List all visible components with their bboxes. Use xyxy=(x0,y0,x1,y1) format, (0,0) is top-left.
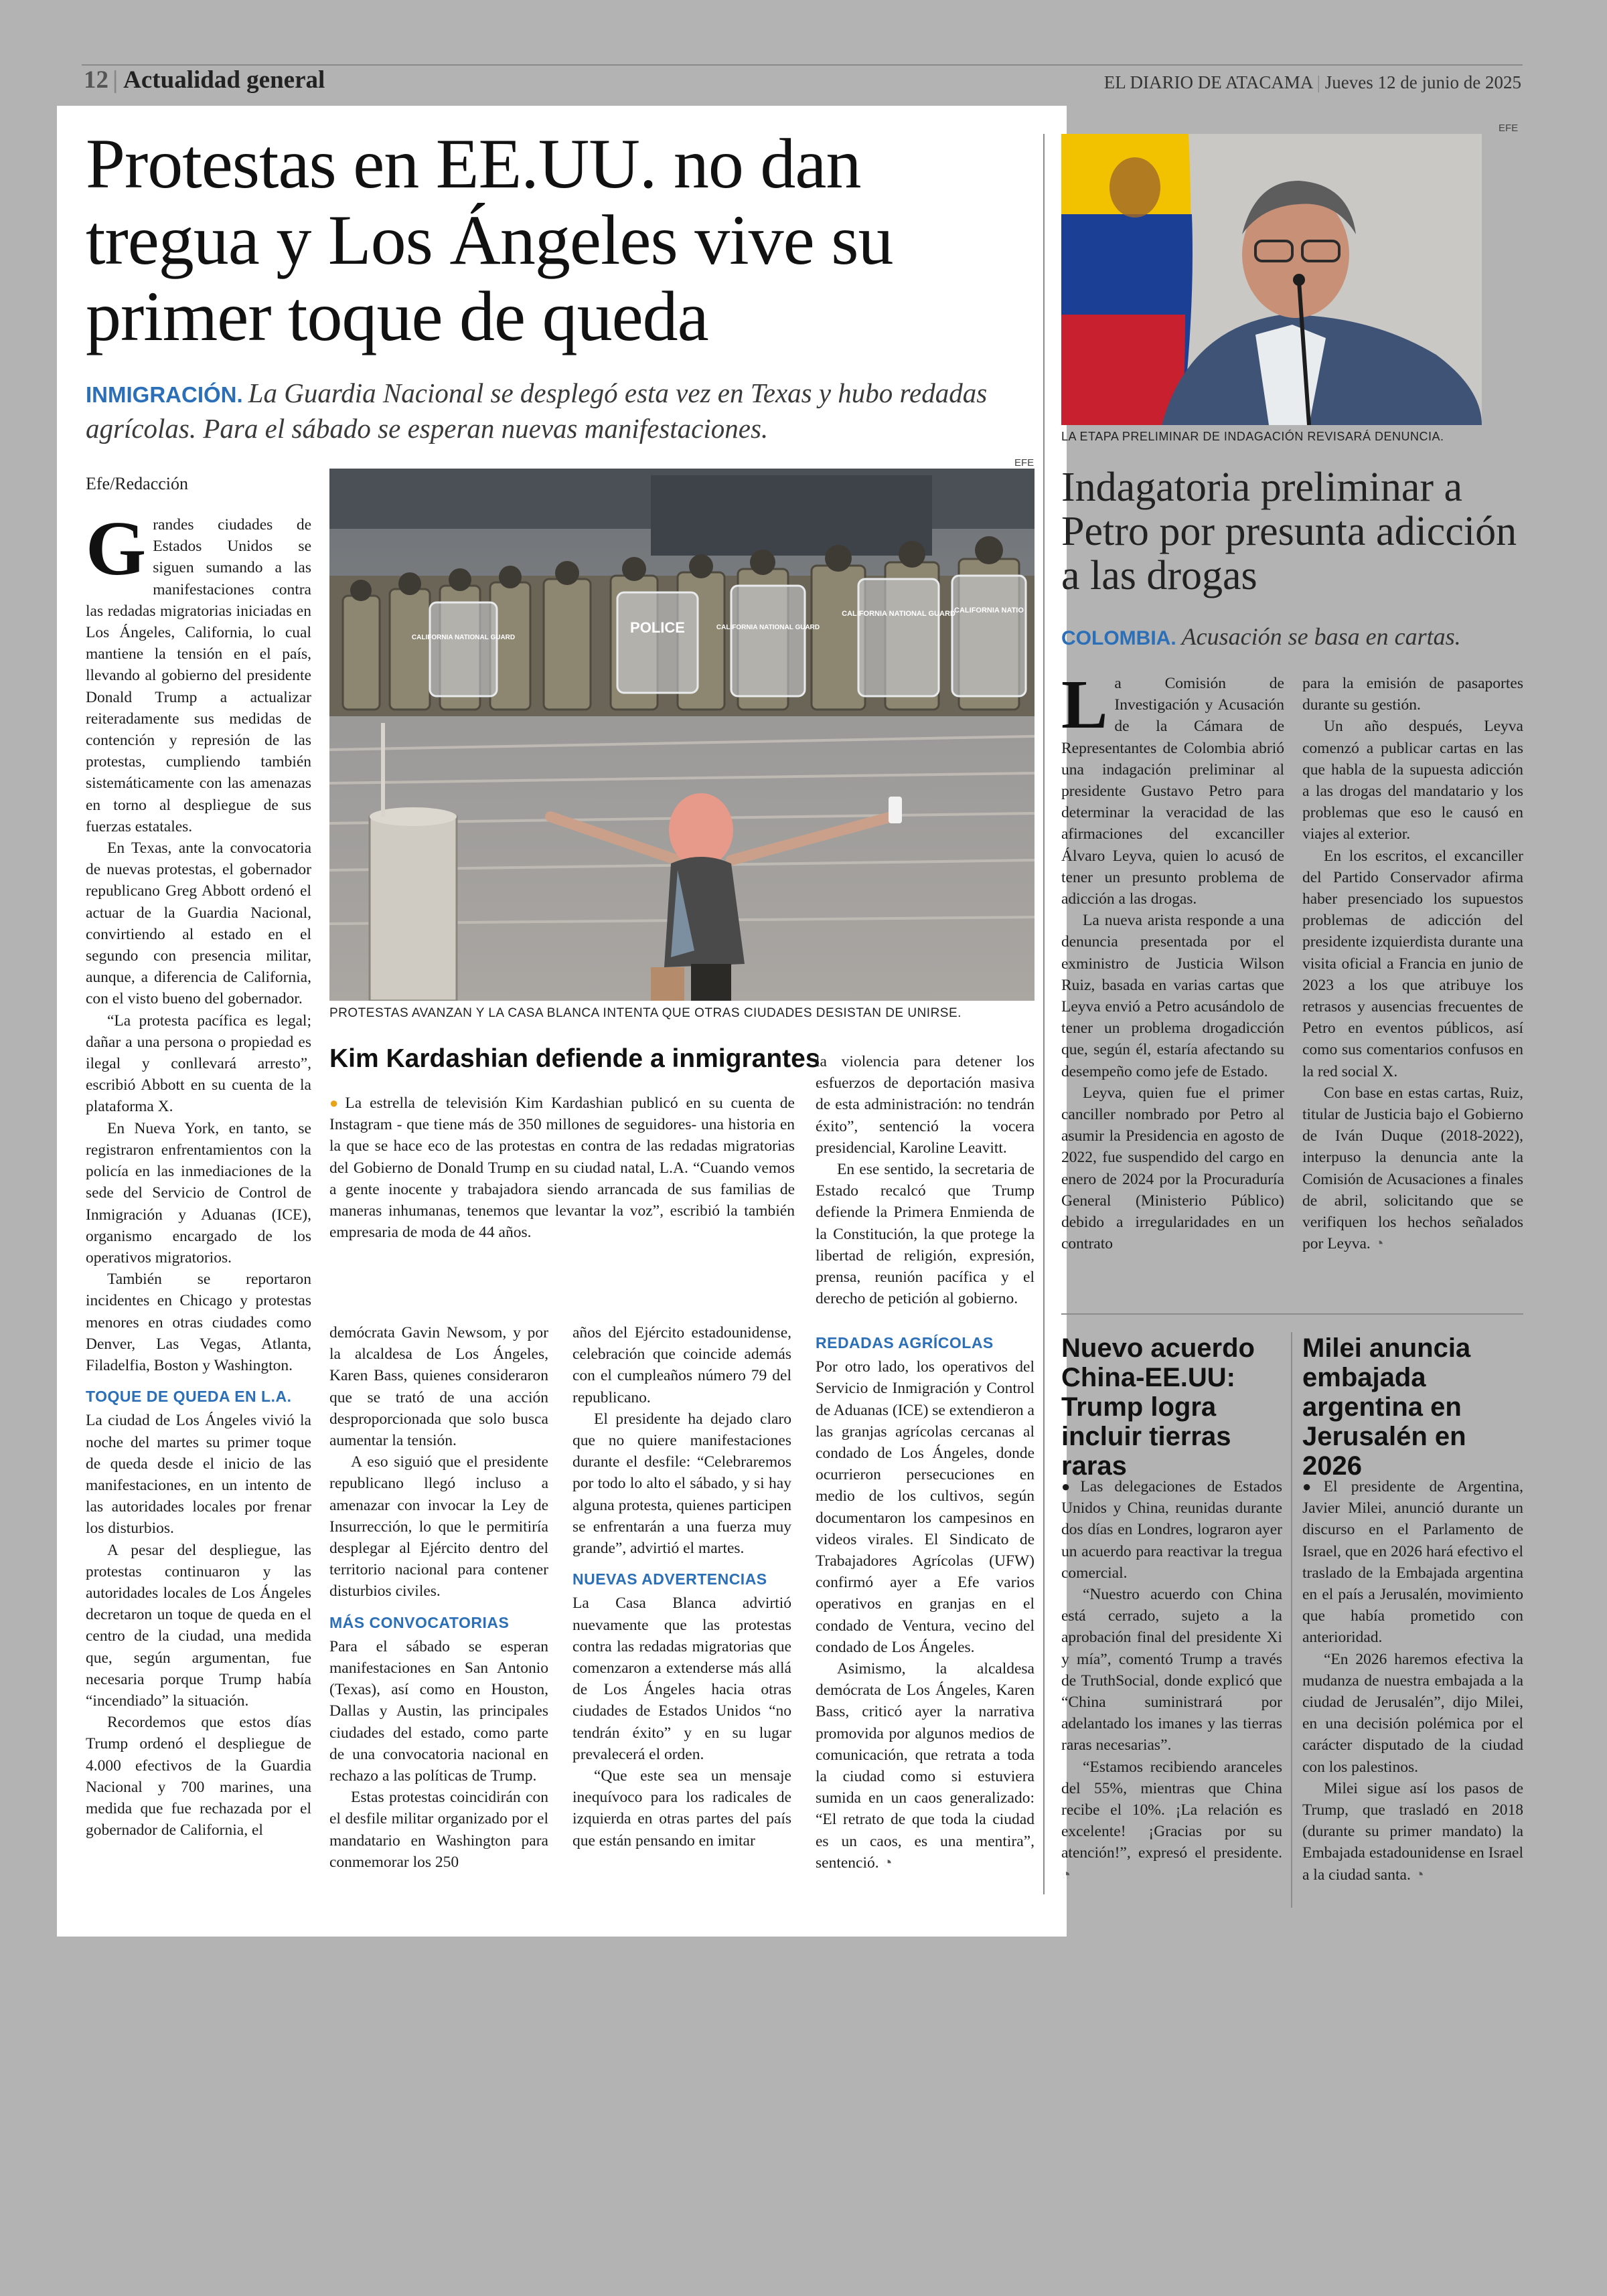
dropcap-l: L xyxy=(1061,666,1108,743)
col4-top-p2: En ese sentido, la secretaria de Estado recalcó que Trump defiende la Primera Enmienda de la Constitución, la que protege la libertad de religión, expresión, prensa, reunión pacífica y el derecho de petición al gobierno. xyxy=(816,1161,1035,1308)
briefs-rule xyxy=(1061,1313,1523,1315)
petro-col1-p3: Leyva, quien fue el primer canciller nombrado por Petro al asumir la Presidencia en agosto de 2022, fue suspendido del cargo en enero de 2024 por la Procuraduría General (Ministerio Público) debido a irregularidades en un contrato xyxy=(1061,1084,1284,1253)
protest-photo xyxy=(329,469,1035,1001)
subhead-mas-convocatorias: MÁS CONVOCATORIAS xyxy=(329,1613,510,1631)
petro-col-2 xyxy=(1302,673,1523,1254)
milei-p3: Milei sigue así los pasos de Trump, que trasladó en 2018 (durante su primer mandato) la Embajada estadounidense en Israel a la ciudad santa. ◔ xyxy=(1302,1779,1523,1884)
col2-p1: demócrata Gavin Newsom, y por la alcaldesa de Los Ángeles, Karen Bass, quienes consideraron que se trató de una acción desproporcionada que solo busca aumentar la tensión. xyxy=(329,1324,548,1450)
end-mark: ◔ xyxy=(878,1854,893,1872)
main-col-4-top xyxy=(816,1051,1035,1309)
petro-col2-p4: Con base en estas cartas, Ruiz, titular de Justicia bajo el Gobierno de Iván Duque (2018-2022), interpuso la denuncia ante la Comisión de Acusaciones a finales de abril, solicitando que se verifiquen los hechos señalados por Leyva. ◔ xyxy=(1302,1084,1523,1253)
col4-p1: Por otro lado, los operativos del Servicio de Inmigración y Control de Aduanas (ICE) se extendieron a las granjas agrícolas cercanas al condado de Los Ángeles, donde ocurrieron persecuciones en medio de los cultivos, según documentaron los campesinos en videos virales. El Sindicato de Trabajadores Agrícolas (UFW) confirmó ayer a Efe varios operativos en granjas en el condado de Ventura, vecino del condado de Los Ángeles. xyxy=(816,1358,1035,1656)
main-headline: Protestas en EE.UU. no dan tregua y Los Ángeles vive su primer toque de queda xyxy=(86,125,893,355)
main-photo-caption: PROTESTAS AVANZAN Y LA CASA BLANCA INTENTA QUE OTRAS CIUDADES DESISTAN DE UNIRSE. xyxy=(329,1006,962,1020)
col1-p8: Recordemos que estos días Trump ordenó el despliegue de 4.000 efectivos de la Guardia Nacional y 700 marines, una medida que fue rechazada por el gobernador de California, el xyxy=(86,1714,311,1839)
bullet-dot: ● xyxy=(329,1094,343,1111)
newspaper-name: EL DIARIO DE ATACAMA xyxy=(1103,72,1312,92)
main-deck-text: La Guardia Nacional se desplegó esta vez en Texas y hubo redadas agrícolas. Para el sábado se esperan nuevas manifestaciones. xyxy=(86,378,988,444)
col1-p1: Grandes ciudades de Estados Unidos se siguen sumando a las manifestaciones contra las redadas migratorias iniciadas en Los Ángeles, California, lo cual mantiene la tensión en el país, llevando al gobierno del presidente Donald Trump a actualizar reiteradamente sus medidas de contención y represión de las protestas, cumpliendo también sistemáticamente con las amenazas en torno al despliegue de sus fuerzas estatales. xyxy=(86,506,311,835)
main-col-2 xyxy=(329,1322,548,1873)
petro-col2-p3: En los escritos, el excanciller del Partido Conservador afirma haber presenciado los supuestos problemas de adicción del presidente izquierdista durante una visita oficial a Francia en junio de 2023 a los que atribuye los retrasos y ausencias frecuentes de Petro en eventos públicos, así como sus comentarios confusos en la red social X. xyxy=(1302,847,1523,1080)
col3-p2: El presidente ha dejado claro que no quiere manifestaciones durante el desfile: “Celebraremos por todo lo alto el sábado, y si hay alguna protesta, quienes participen se enfrentarán a una fuerza muy grande”, advirtió el martes. xyxy=(572,1410,791,1558)
col1-p7: A pesar del despliegue, las protestas continuaron y las autoridades locales de Los Ángeles decretaron un toque de queda en el centro de la ciudad, una medida que, según argumentan, fue necesaria porque Trump había “incendiado” la situación. xyxy=(86,1541,311,1710)
bullet-dot: ● xyxy=(1061,1478,1078,1495)
shield-text-guard-3: CALIFORNIA NATIONAL GUARD xyxy=(842,610,955,618)
main-col-1 xyxy=(86,506,311,1841)
byline: Efe/Redacción xyxy=(86,474,189,493)
shield-text-guard-2: CALIFORNIA NATIONAL GUARD xyxy=(716,624,820,631)
petro-photo-caption: LA ETAPA PRELIMINAR DE INDAGACIÓN REVISARÁ DENUNCIA. xyxy=(1061,430,1444,443)
shield-text-guard-1: CALIFORNIA NATIONAL GUARD xyxy=(411,634,516,641)
section-folio xyxy=(84,66,325,94)
petro-col1-p1: La Comisión de Investigación y Acusación de la Cámara de Representantes de Colombia abrió una indagación preliminar al presidente Gustavo Petro para determinar la veracidad de las afirmaciones del excanciller Álvaro Leyva, quien lo acusó de tener un presunto problema de adicción a las drogas. xyxy=(1061,666,1284,908)
issue-date: Jueves 12 de junio de 2025 xyxy=(1324,72,1521,92)
main-deck xyxy=(86,376,1043,445)
col4-p2: Asimismo, la alcaldesa demócrata de Los Ángeles, Karen Bass, criticó ayer la narrativa promovida por algunos medios de comunicación, que retrata a toda la ciudad como si estuviera sumida en un caos generalizado: “El retrato de que toda la ciudad es un caos, es una mentira”, sentenció. ◔ xyxy=(816,1660,1035,1872)
china-brief-title: Nuevo acuerdo China-EE.UU: Trump logra incluir tierras raras xyxy=(1061,1333,1255,1481)
milei-p2: “En 2026 haremos efectiva la mudanza de nuestra embajada a la ciudad de Jerusalén”, dijo Milei, en una decisión polémica por el carácter disputado de la ciudad con los palestinos. xyxy=(1302,1650,1523,1776)
subhead-toque-de-queda: TOQUE DE QUEDA EN L.A. xyxy=(86,1388,292,1406)
col3-p4: “Que este sea un mensaje inequívoco para los radicales de izquierda en otras partes del país que están pensando en imitar xyxy=(572,1767,791,1850)
petro-photo xyxy=(1061,134,1482,425)
col3-p1: años del Ejército estadounidense, celebración que coincide además con el cumpleaños número 79 del republicano. xyxy=(572,1324,791,1406)
kardashian-text: ● La estrella de televisión Kim Kardashian publicó en su cuenta de Instagram - que tiene más de 350 millones de seguidores- una historia en la que se hace eco de las protestas en contra de las redadas migratorias del Gobierno de Donald Trump en su ciudad natal, L.A. “Cuando vemos a gente inocente y trabajadora siendo arrancada de sus familias de maneras inhumanas, tenemos que levantar la voz”, escribió la también empresaria de moda de 44 años. xyxy=(329,1094,795,1242)
milei-brief-text xyxy=(1302,1476,1523,1886)
col1-p3: “La protesta pacífica es legal; dañar a una persona o propiedad es ilegal y conllevará arresto”, escribió Abbott en su cuenta de la plataforma X. xyxy=(86,1011,311,1116)
col1-p5: También se reportaron incidentes en Chicago y protestas menores en otras ciudades como Denver, Las Vegas, Atlanta, Filadelfia, Boston y Washington. xyxy=(86,1270,311,1374)
petro-deck: COLOMBIA. Acusación se basa en cartas. xyxy=(1061,623,1461,650)
col1-p6: La ciudad de Los Ángeles vivió la noche del martes su primer toque de queda desde el inicio de las manifestaciones, en un intento de las autoridades locales por frenar los disturbios. xyxy=(86,1412,311,1538)
main-col-3 xyxy=(572,1322,791,1852)
subhead-nuevas-advertencias: NUEVAS ADVERTENCIAS xyxy=(572,1570,767,1588)
shield-text-police: POLICE xyxy=(630,619,685,636)
col4-top-p1: la violencia para detener los esfuerzos de deportación masiva de esta administración: no tendrán éxito”, sentenció la vocera presidencial, Karoline Leavitt. xyxy=(816,1053,1035,1157)
milei-p1: ● El presidente de Argentina, Javier Milei, anunció durante un discurso en el Parlamento de Israel, que en 2026 hará efectivo el traslado de la Embajada argentina en el país a Jerusalén, movimiento que había prometido con anterioridad. xyxy=(1302,1478,1523,1647)
folio-separator: | xyxy=(112,66,119,94)
petro-col-1 xyxy=(1061,666,1284,1254)
col3-p3: La Casa Blanca advirtió nuevamente que las protestas contra las redadas migratorias que comenzaron a extenderse más allá de Los Ángeles hacia otras ciudades de Estados Unidos “no tendrán éxito” y en su lugar prevalecerá el orden. xyxy=(572,1594,791,1763)
shield-text-guard-4: CALIFORNIA NATIO xyxy=(954,606,1024,614)
bullet-dot: ● xyxy=(1302,1478,1321,1495)
petro-headline: Indagatoria preliminar a Petro por presunta adicción a las drogas xyxy=(1061,465,1517,598)
page-number: 12 xyxy=(84,66,108,94)
petro-photo-illustration xyxy=(1061,134,1482,425)
dropcap-g: G xyxy=(86,506,147,592)
section-name: Actualidad general xyxy=(123,66,325,94)
petro-col2-p2: Un año después, Leyva comenzó a publicar cartas en las que habla de la supuesta adicción a las drogas del mandatario y los problemas que eso le causó en viajes al exterior. xyxy=(1302,718,1523,843)
subhead-redadas-agricolas: REDADAS AGRÍCOLAS xyxy=(816,1334,994,1351)
kardashian-title: Kim Kardashian defiende a inmigrantes xyxy=(329,1044,820,1073)
column-divider-main xyxy=(1043,134,1045,1894)
dateline: EL DIARIO DE ATACAMA | Jueves 12 de junio de 2025 xyxy=(1103,72,1521,92)
petro-kicker: COLOMBIA. xyxy=(1061,627,1176,649)
col1-p4: En Nueva York, en tanto, se registraron enfrentamientos con la policía en las inmediaciones de la sede del Servicio de Control de Inmigración y Aduanas (ICE), organismo encargado de los operativos migratorios. xyxy=(86,1119,311,1266)
china-p3: “Estamos recibiendo aranceles del 55%, mientras que China recibe el 10%. ¡La relación es excelente! ¡Gracias por su atención!”, expresó el presidente. ◔ xyxy=(1061,1758,1282,1884)
milei-brief-title: Milei anuncia embajada argentina en Jerusalén en 2026 xyxy=(1302,1333,1471,1481)
petro-col1-p2: La nueva arista responde a una denuncia presentada por el exministro de Justicia Wilson Ruiz, basada en varias cartas que Leyva envió a Petro acusándolo de tener un problema drogadicción que, según él, estaría afectando su desempeño como jefe de Estado. xyxy=(1061,912,1284,1080)
col2-p4: Estas protestas coincidirán con el desfile militar organizado por el mandatario en Washington para conmemorar los 250 xyxy=(329,1789,548,1871)
briefs-divider xyxy=(1291,1332,1292,1908)
china-brief-text xyxy=(1061,1476,1282,1886)
col2-p2: A eso siguió que el presidente republicano llegó incluso a amenazar con invocar la Ley de Insurrección, lo que le permitiría desplegar al Ejército dentro del territorio nacional para contener disturbios civiles. xyxy=(329,1453,548,1601)
main-photo-credit: EFE xyxy=(1014,457,1035,469)
main-kicker: INMIGRACIÓN. xyxy=(86,382,243,407)
petro-photo-credit: EFE xyxy=(1499,122,1519,134)
main-col-4 xyxy=(816,1332,1035,1874)
col1-p2: En Texas, ante la convocatoria de nuevas protestas, el gobernador republicano Greg Abbott ordenó el actuar de la Guardia Nacional, convirtiendo al estado en el segundo con presencia militar, aunque, a diferencia de California, con el visto bueno del gobernador. xyxy=(86,839,311,1008)
protest-photo-illustration xyxy=(329,469,1035,1001)
col2-p3: Para el sábado se esperan manifestaciones en San Antonio (Texas), así como en Houston, Dallas y Austin, las principales ciudades del estado, como parte de una convocatoria nacional en rechazo a las políticas de Trump. xyxy=(329,1637,548,1785)
china-p1: ● Las delegaciones de Estados Unidos y China, reunidas durante dos días en Londres, lograron ayer un acuerdo para reactivar la tregua comercial. xyxy=(1061,1478,1282,1582)
china-p2: “Nuestro acuerdo con China está cerrado, sujeto a la aprobación final del presidente Xi y mía”, comentó Trump a través de TruthSocial, donde explicó que “China suministrará por adelantado los imanes y las tierras raras necesarias”. xyxy=(1061,1586,1282,1754)
petro-col2-p1: para la emisión de pasaportes durante su gestión. xyxy=(1302,675,1523,714)
